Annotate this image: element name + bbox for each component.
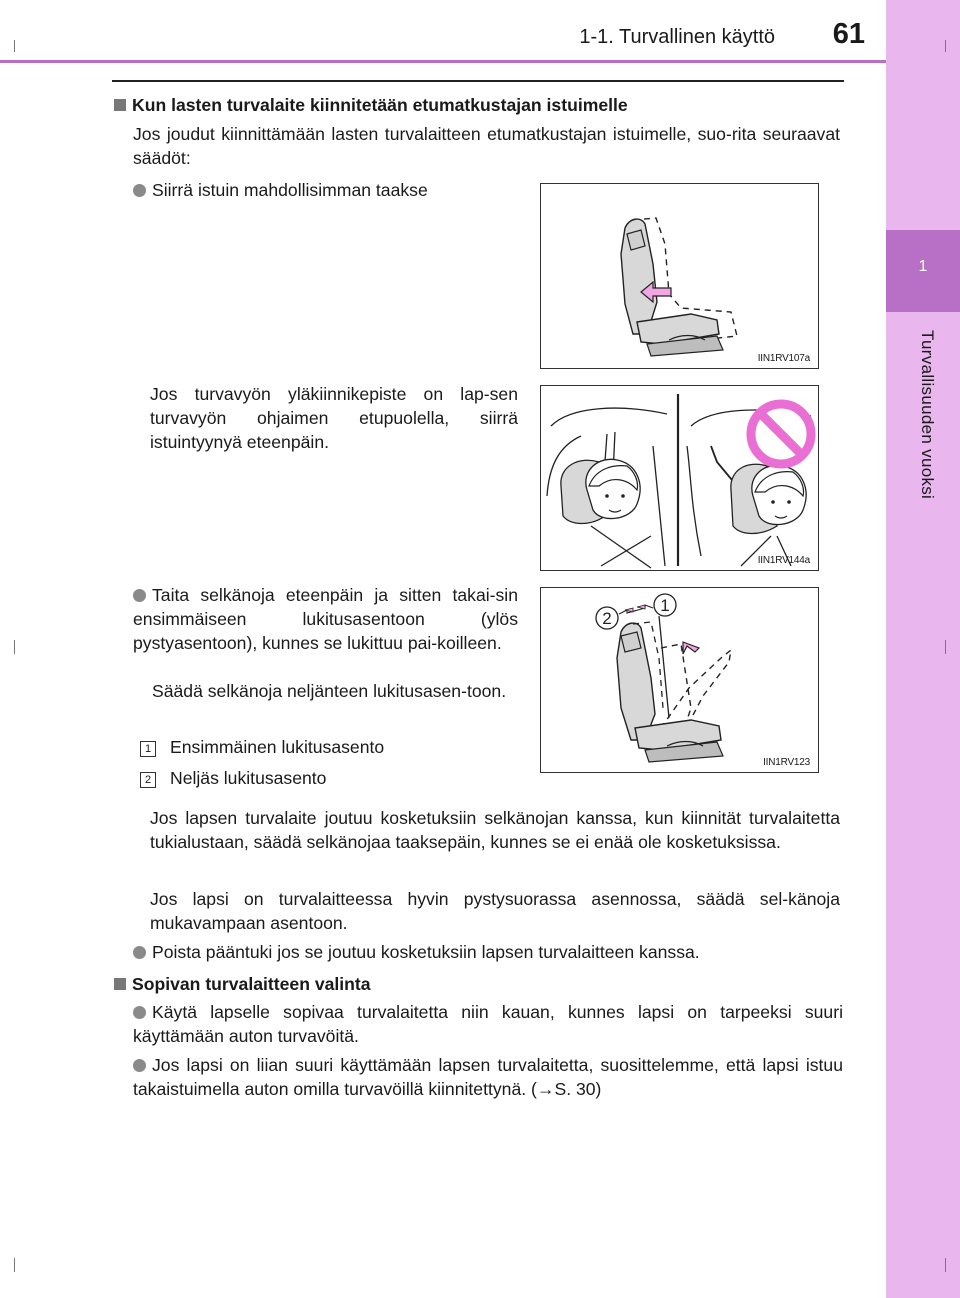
crop-mark	[945, 1258, 946, 1272]
arrow-right-icon: →	[536, 1079, 555, 1099]
chapter-title: Turvallisuuden vuoksi	[918, 330, 937, 500]
figure-code: IIN1RV107a	[757, 353, 810, 364]
backrest-fourth-lock: Säädä selkänoja neljänteen lukitusasen-toon.	[152, 681, 507, 701]
belt-position-illustration	[541, 386, 820, 572]
page-number: 61	[832, 18, 865, 50]
crop-mark	[14, 1258, 15, 1272]
upright-paragraph: Jos lapsi on turvalaitteessa hyvin pystysuorassa asennossa, säädä sel-känoja mukavampaan asentoon.	[150, 889, 840, 933]
number-badge: 1	[140, 741, 156, 757]
figure-seat-slide	[540, 183, 819, 369]
crop-mark	[945, 640, 946, 654]
round-bullet-icon	[133, 946, 146, 959]
round-bullet-icon	[133, 184, 146, 197]
figure-backrest-lock	[540, 587, 819, 773]
bullet-move-seat: Siirrä istuin mahdollisimman taakse	[133, 178, 523, 202]
number-badge: 2	[140, 772, 156, 788]
round-bullet-icon	[133, 589, 146, 602]
legend-item-2: 2 Neljäs lukitusasento	[140, 766, 520, 790]
chapter-tab-background	[886, 0, 960, 1298]
figure-label-1: 1	[660, 596, 670, 615]
running-head: 1-1. Turvallinen käyttö	[579, 26, 775, 48]
seat-slide-illustration	[541, 184, 820, 370]
bullet-headrest: Poista pääntuki jos se joutuu kosketuksiin lapsen turvalaitteen kanssa.	[133, 940, 843, 964]
crop-mark	[14, 40, 15, 52]
crop-mark	[945, 40, 946, 52]
legend-item-1: 1 Ensimmäinen lukitusasento	[140, 735, 520, 759]
bullet-rear-seat: Jos lapsi on liian suuri käyttämään lapsen turvalaitetta, suosittelemme, että lapsi istuu takaistuimella auton omilla turvavöillä kiinnitettynä. (→S. 30)	[133, 1055, 843, 1099]
header-rule	[0, 60, 886, 63]
page-reference-link[interactable]: S. 30)	[554, 1079, 602, 1099]
figure-code: IIN1RV144a	[757, 555, 810, 566]
figure-label-2: 2	[602, 609, 612, 628]
round-bullet-icon	[133, 1059, 146, 1072]
round-bullet-icon	[133, 1006, 146, 1019]
belt-paragraph: Jos turvavyön yläkiinnikepiste on lap-sen turvavyön ohjaimen etupuolella, siirrä istuintyynyä eteenpäin.	[150, 384, 518, 452]
bullet-suitable-seat: Käytä lapselle sopivaa turvalaitetta niin kauan, kunnes lapsi on tarpeeksi suuri käyttämään auton turvavöitä.	[133, 1002, 843, 1046]
chapter-number: 1	[918, 258, 928, 275]
section-rule	[112, 80, 844, 82]
figure-code: IIN1RV123	[763, 757, 810, 768]
section-heading: Kun lasten turvalaite kiinnitetään etumatkustajan istuimelle	[114, 93, 854, 117]
contact-paragraph: Jos lapsen turvalaite joutuu kosketuksiin selkänojan kanssa, kun kiinnität turvalaitetta tukialustaan, säädä selkänojaa taaksepäin, kunnes se ei enää ole kosketuksissa.	[150, 808, 840, 852]
square-bullet-icon	[114, 978, 126, 990]
intro-paragraph: Jos joudut kiinnittämään lasten turvalaitteen etumatkustajan istuimelle, suo-rita seuraavat säädöt:	[133, 124, 840, 168]
bullet-fold-backrest: Taita selkänoja eteenpäin ja sitten takai-sin ensimmäiseen lukitusasentoon (ylös pystyasentoon), kunnes se lukittuu pai-koilleen.	[133, 585, 518, 653]
crop-mark	[14, 640, 15, 654]
backrest-lock-illustration	[541, 588, 820, 774]
figure-belt-position	[540, 385, 819, 571]
section-heading-2: Sopivan turvalaitteen valinta	[114, 972, 854, 996]
square-bullet-icon	[114, 99, 126, 111]
